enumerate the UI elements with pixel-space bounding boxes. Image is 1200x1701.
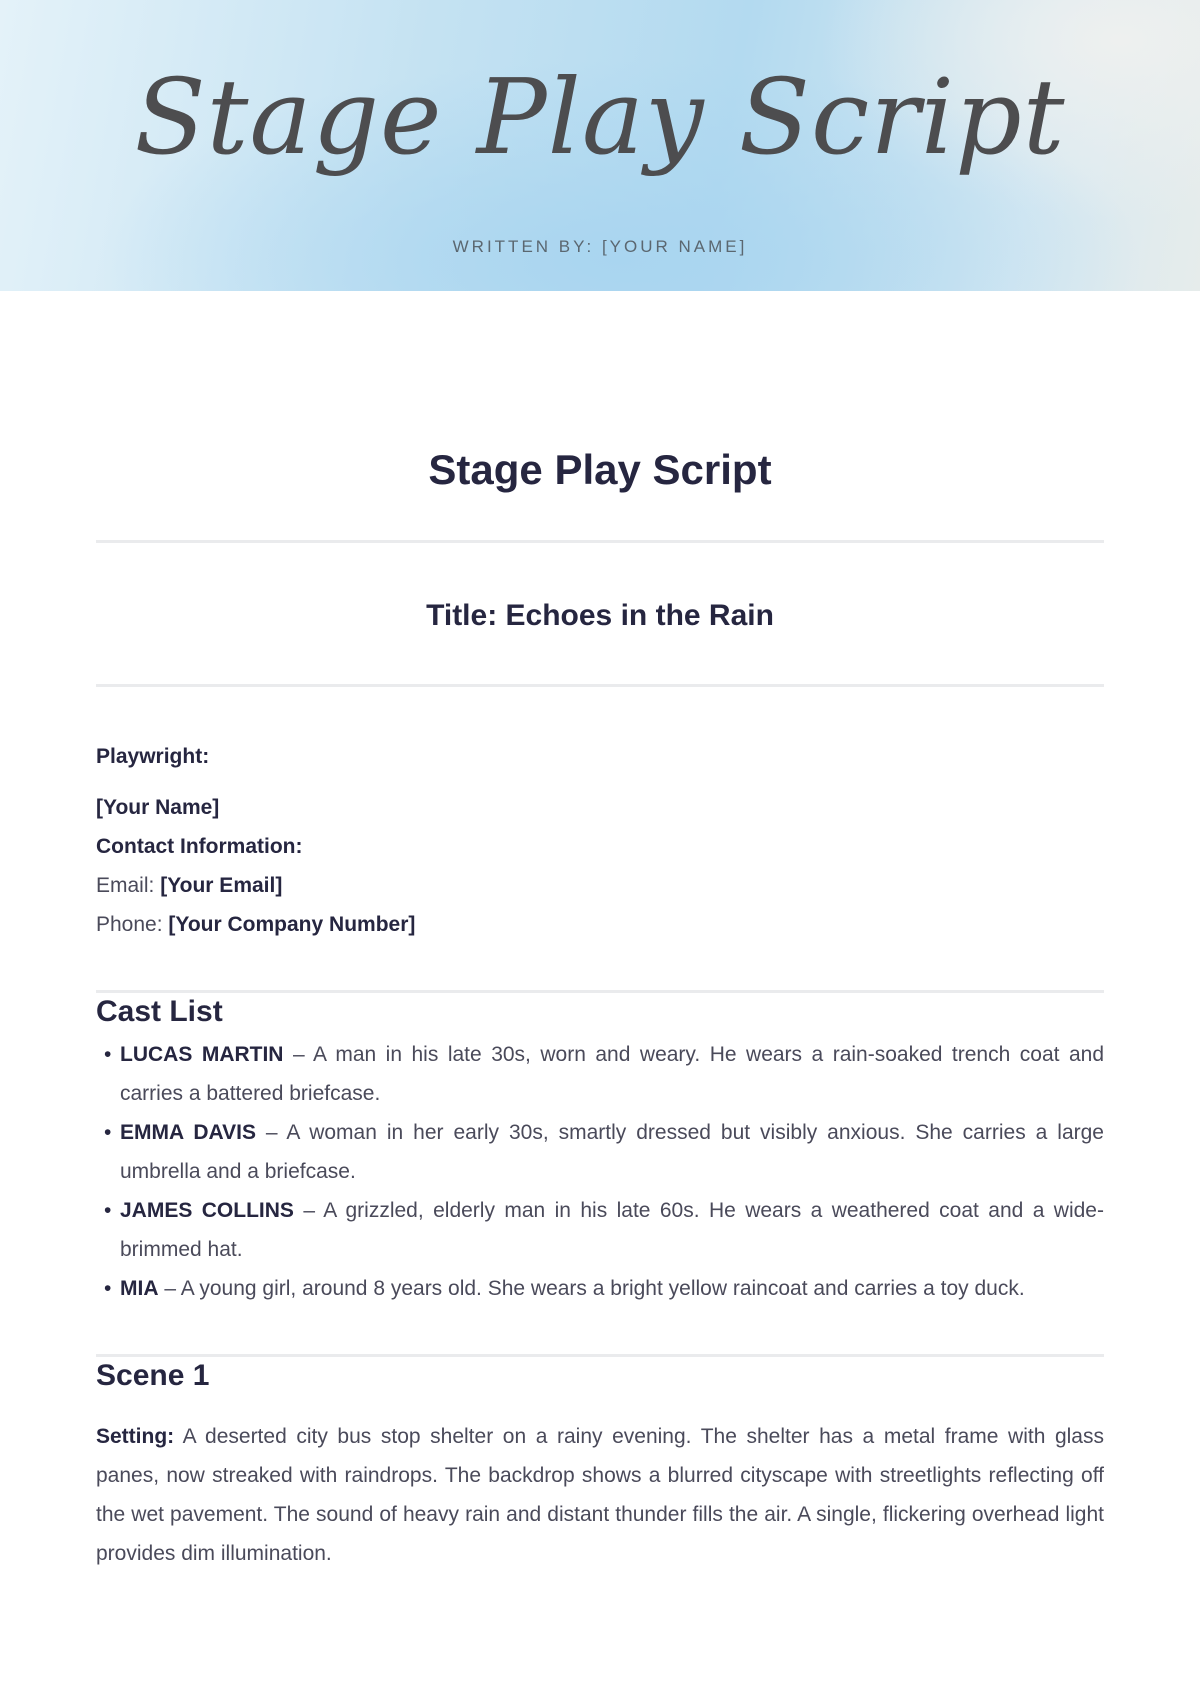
cast-list-heading: Cast List — [96, 995, 223, 1028]
list-item — [96, 1269, 1104, 1308]
phone-row — [96, 905, 1104, 944]
bullet-icon: • — [104, 1277, 112, 1300]
email-label: Email: — [96, 874, 155, 897]
cast-description: – A woman in her early 30s, smartly dressed but visibly anxious. She carries a large umbrella and a briefcase. — [120, 1121, 1104, 1183]
list-item — [96, 1035, 1104, 1113]
phone-label: Phone: — [96, 913, 163, 936]
playwright-label: Playwright: — [96, 745, 210, 768]
header-banner — [0, 0, 1200, 291]
cast-name: LUCAS MARTIN — [120, 1043, 284, 1066]
playwright-name: [Your Name] — [96, 796, 220, 819]
cast-name: JAMES COLLINS — [120, 1199, 294, 1222]
setting-label: Setting: — [96, 1425, 175, 1448]
cast-name: EMMA DAVIS — [120, 1121, 256, 1144]
page-title: Stage Play Script — [428, 446, 772, 493]
banner-title: Stage Play Script — [134, 56, 1066, 178]
cast-description: – A man in his late 30s, worn and weary. He wears a rain-soaked trench coat and carries a battered briefcase. — [120, 1043, 1104, 1105]
document-body — [96, 440, 1104, 1594]
list-item — [96, 1113, 1104, 1191]
phone-value: [Your Company Number] — [168, 913, 416, 936]
list-item — [96, 1191, 1104, 1269]
bullet-icon: • — [104, 1043, 112, 1066]
cast-list — [96, 1035, 1104, 1308]
divider — [96, 540, 1104, 543]
setting-text: A deserted city bus stop shelter on a rainy evening. The shelter has a metal frame with glass panes, now streaked with raindrops. The backdrop shows a blurred cityscape with streetlights reflecting off the wet pavement. The sound of heavy rain and distant thunder fills the air. A single, flickering overhead light provides dim illumination. — [96, 1425, 1104, 1565]
banner-subtitle: WRITTEN BY: [YOUR NAME] — [452, 237, 748, 256]
playwright-info — [96, 737, 1104, 944]
bullet-icon: • — [104, 1199, 112, 1222]
scene-heading: Scene 1 — [96, 1359, 210, 1392]
cast-name: MIA — [120, 1277, 159, 1300]
cast-description: – A young girl, around 8 years old. She wears a bright yellow raincoat and carries a toy duck. — [158, 1277, 1025, 1300]
email-row — [96, 866, 1104, 905]
scene-setting — [96, 1417, 1104, 1573]
divider — [96, 684, 1104, 687]
bullet-icon: • — [104, 1121, 112, 1144]
email-value: [Your Email] — [160, 874, 283, 897]
cast-description: – A grizzled, elderly man in his late 60s. He wears a weathered coat and a wide-brimmed hat. — [120, 1199, 1104, 1261]
play-title: Title: Echoes in the Rain — [426, 599, 774, 632]
contact-label: Contact Information: — [96, 835, 303, 858]
